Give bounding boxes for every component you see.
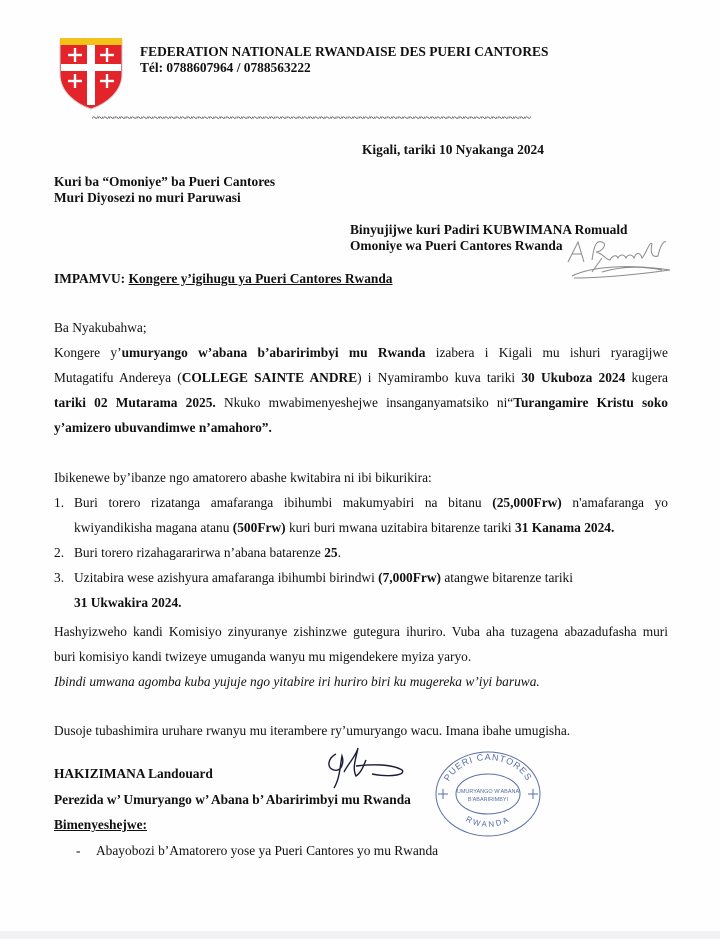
via-line-2: Omoniye wa Pueri Cantores Rwanda: [350, 238, 563, 253]
signatory-name: HAKIZIMANA Landouard: [54, 766, 213, 781]
recipient-line-2: Muri Diyosezi no muri Paruwasi: [54, 190, 241, 205]
president-signature: [322, 744, 432, 794]
page-bottom-band: [0, 931, 720, 939]
organization-name: FEDERATION NATIONALE RWANDAISE DES PUERI CANTORES: [140, 44, 549, 59]
paragraph-2-line-2: buri komisiyo kandi twizeye umuganda wanyu mu migendekere myiza yaryo.: [54, 649, 472, 664]
subject-text: Kongere y’igihugu ya Pueri Cantores Rwanda: [128, 271, 393, 286]
closing: Dusoje tubashimira uruhare rwanyu mu iterambere ry’umuryango wacu. Imana ibahe umugisha.: [54, 723, 571, 738]
chaplain-signature: [562, 232, 678, 282]
cc-list-item: [76, 843, 438, 859]
requirement-item-3: 3. Uzitabira wese azishyura amafaranga ibihumbi birindwi (7,000Frw) atangwe bitarenze tariki 31 Ukwakira 2024.: [54, 570, 573, 610]
paragraph-2-line-1: Hashyizweho kandi Komisiyo zinyuranye zishinzwe gutegura ihuriro. Vuba aha tuzagena abazadufasha muri: [54, 624, 668, 639]
svg-text:B'ABARIRIMBYI: B'ABARIRIMBYI: [467, 797, 509, 803]
svg-text:PUERI CANTORES: PUERI CANTORES: [441, 751, 535, 783]
svg-text:UMURYANGO W'ABANA: UMURYANGO W'ABANA: [456, 789, 520, 795]
header-separator: ~~~~~~~~~~~~~~~~~~~~~~~~~~~~~~~~~~~~~~~~~~~~~~~~~~~~~~~~~~~~~~~~~~~~~~~~~~~~~~~: [92, 112, 531, 124]
official-stamp: [432, 748, 544, 840]
svg-text:RWANDA: RWANDA: [464, 814, 512, 829]
cc-item-text: Abayobozi b’Amatorero yose ya Pueri Cantores yo mu Rwanda: [96, 843, 439, 858]
via-line-1: Binyujijwe kuri Padiri KUBWIMANA Romuald: [350, 222, 628, 237]
recipient-line-1: Kuri ba “Omoniye” ba Pueri Cantores: [54, 174, 276, 189]
paragraph-1-line-1: Kongere y’umuryango w’abana b’abaririmbyi mu Rwanda izabera i Kigali mu ishuri ryaragijwe: [54, 345, 668, 360]
letter-body: [54, 315, 668, 743]
paragraph-1-line-2: Mutagatifu Andereya (COLLEGE SAINTE ANDRE) i Nyamirambo kuva tariki 30 Ukuboza 2024 kugera: [54, 370, 668, 385]
paragraph-2-note: Ibindi umwana agomba kuba yujuje ngo yitabire iri huriro biri ku mugereka w’iyi baruwa.: [54, 674, 540, 689]
cross-shield-icon: [56, 34, 126, 110]
cc-bullet: -: [76, 843, 81, 858]
requirements-intro: Ibikenewe by’ibanze ngo amatorero abashe kwitabira ni ibi bikurikira:: [54, 470, 432, 485]
paragraph-1-line-3: tariki 02 Mutarama 2025. Nkuko mwabimenyeshejwe insanganyamatsiko ni“Turangamire Kristu soko: [54, 395, 668, 410]
logo-shield: [56, 34, 126, 110]
cc-label: Bimenyeshejwe:: [54, 817, 147, 832]
subject-label: IMPAMVU:: [54, 271, 126, 286]
organization-phone: Tél: 0788607964 / 0788563222: [140, 60, 311, 75]
requirement-item-2: 2. Buri torero rizahagararirwa n’abana batarenze 25.: [54, 545, 341, 560]
subject: [54, 271, 393, 287]
signatory-title: Perezida w’ Umuryango w’ Abana b’ Abaririmbyi mu Rwanda: [54, 792, 411, 807]
salutation: Ba Nyakubahwa;: [54, 320, 147, 335]
paragraph-1-line-4: y’amizero ubuvandimwe n’amahoro”.: [54, 420, 272, 435]
requirement-item-1: 1. Buri torero rizatanga amafaranga ibihumbi makumyabiri na bitanu (25,000Frw) n'amafaranga yo kwiyandikisha magana atanu (500Frw) kuri buri mwana uzitabira bitarenze tariki 31 Kanama 2024.: [54, 495, 668, 535]
date-line: Kigali, tariki 10 Nyakanga 2024: [362, 142, 544, 157]
